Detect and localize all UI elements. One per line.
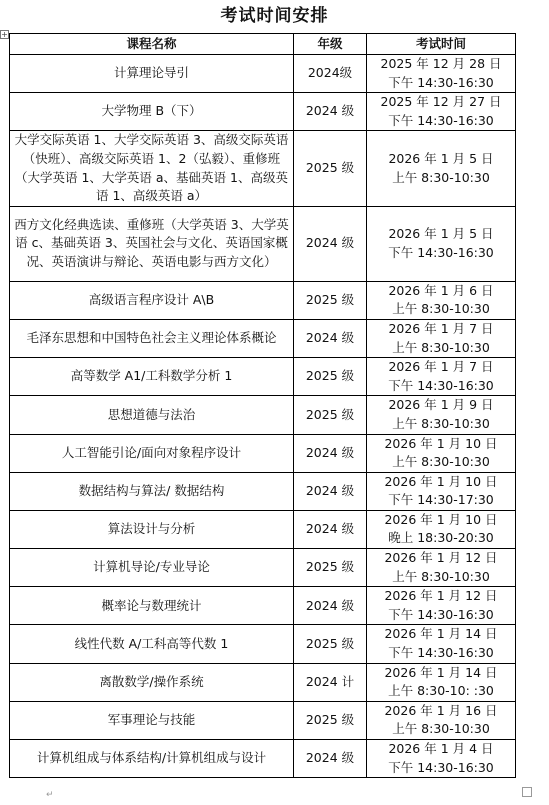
exam-time-cell — [367, 740, 516, 778]
grade-cell: 2025 级 — [294, 281, 367, 319]
exam-session: 下午 14:30-17:30 — [388, 492, 494, 508]
table-row — [10, 740, 516, 778]
grade-cell: 2024 级 — [294, 434, 367, 472]
table-row — [10, 281, 516, 319]
exam-date: 2026 年 1 月 7 日 — [388, 320, 494, 336]
grade-cell: 2025 级 — [294, 396, 367, 434]
table-row — [10, 93, 516, 131]
exam-session: 下午 14:30-16:30 — [388, 377, 494, 393]
exam-date: 2026 年 1 月 12 日 — [384, 588, 498, 604]
table-header-row — [10, 34, 516, 55]
table-row — [10, 358, 516, 396]
course-name-cell: 高级语言程序设计 A\B — [10, 281, 294, 319]
course-name-cell: 计算理论导引 — [10, 55, 294, 93]
paragraph-mark-icon: ↵ — [46, 790, 54, 800]
exam-time-cell — [367, 396, 516, 434]
table-row — [10, 625, 516, 663]
exam-session: 上午 8:30-10:30 — [392, 415, 490, 431]
course-name-cell: 线性代数 A/工科高等代数 1 — [10, 625, 294, 663]
exam-date: 2026 年 1 月 16 日 — [384, 702, 498, 718]
course-name-cell: 西方文化经典选读、重修班（大学英语 3、大学英语 c、基础英语 3、英国社会与文化、英语国家概况、英语演讲与辩论、英语电影与西方文化） — [10, 206, 294, 281]
exam-session: 晚上 18:30-20:30 — [388, 530, 494, 546]
course-name-cell: 军事理论与技能 — [10, 701, 294, 739]
exam-time-cell — [367, 206, 516, 281]
exam-session: 上午 8:30-10:30 — [392, 169, 490, 185]
exam-time-cell — [367, 510, 516, 548]
table-resize-handle-icon[interactable] — [522, 787, 532, 797]
exam-time-cell — [367, 625, 516, 663]
table-row — [10, 549, 516, 587]
table-move-handle-icon[interactable]: + — [1, 30, 8, 39]
exam-time-cell — [367, 319, 516, 357]
table-row — [10, 434, 516, 472]
exam-session: 上午 8:30-10:30 — [392, 568, 490, 584]
exam-date: 2026 年 1 月 5 日 — [388, 226, 494, 242]
exam-date: 2026 年 1 月 10 日 — [384, 511, 498, 527]
course-name-cell: 数据结构与算法/ 数据结构 — [10, 472, 294, 510]
table-row — [10, 396, 516, 434]
table-row — [10, 131, 516, 206]
exam-session: 上午 8:30-10:30 — [392, 721, 490, 737]
course-name-cell: 高等数学 A1/工科数学分析 1 — [10, 358, 294, 396]
table-row — [10, 701, 516, 739]
exam-date: 2026 年 1 月 10 日 — [384, 435, 498, 451]
table-row — [10, 472, 516, 510]
exam-date: 2026 年 1 月 7 日 — [388, 359, 494, 375]
header-exam-time: 考试时间 — [367, 34, 516, 55]
exam-time-cell — [367, 281, 516, 319]
grade-cell: 2024 级 — [294, 93, 367, 131]
grade-cell: 2024级 — [294, 55, 367, 93]
grade-cell: 2024 级 — [294, 587, 367, 625]
exam-date: 2025 年 12 月 28 日 — [380, 56, 502, 71]
exam-date: 2025 年 12 月 27 日 — [380, 94, 502, 110]
header-grade: 年级 — [294, 34, 367, 55]
table-row — [10, 206, 516, 281]
course-name-cell: 概率论与数理统计 — [10, 587, 294, 625]
exam-time-cell — [367, 55, 516, 93]
exam-time-cell — [367, 131, 516, 206]
exam-time-cell — [367, 93, 516, 131]
exam-date: 2026 年 1 月 9 日 — [388, 397, 494, 413]
exam-session: 上午 8:30-10:30 — [392, 301, 490, 317]
table-row — [10, 55, 516, 93]
exam-date: 2026 年 1 月 14 日 — [384, 664, 498, 680]
table-row — [10, 663, 516, 701]
table-row — [10, 510, 516, 548]
exam-session: 上午 8:30-10:30 — [392, 339, 490, 355]
course-name-cell: 离散数学/操作系统 — [10, 663, 294, 701]
grade-cell: 2024 级 — [294, 206, 367, 281]
exam-date: 2026 年 1 月 6 日 — [388, 282, 494, 298]
course-name-cell: 毛泽东思想和中国特色社会主义理论体系概论 — [10, 319, 294, 357]
exam-session: 下午 14:30-16:30 — [388, 112, 494, 128]
table-row — [10, 319, 516, 357]
course-name-cell: 大学交际英语 1、大学交际英语 3、高级交际英语（快班）、高级交际英语 1、2（弘毅）、重修班（大学英语 1、大学英语 a、基础英语 1、高级英语 1、高级英语 a） — [10, 131, 294, 206]
course-name-cell: 思想道德与法治 — [10, 396, 294, 434]
exam-session: 下午 14:30-16:30 — [388, 244, 494, 260]
exam-date: 2026 年 1 月 12 日 — [384, 550, 498, 566]
grade-cell: 2025 级 — [294, 131, 367, 206]
grade-cell: 2025 级 — [294, 358, 367, 396]
exam-schedule-table — [9, 33, 516, 778]
exam-date: 2026 年 1 月 14 日 — [384, 626, 498, 642]
course-name-cell: 大学物理 B（下） — [10, 93, 294, 131]
document-title: 考试时间安排 — [220, 6, 329, 26]
grade-cell: 2025 级 — [294, 701, 367, 739]
grade-cell: 2025 级 — [294, 625, 367, 663]
exam-session: 下午 14:30-16:30 — [388, 759, 494, 775]
exam-session: 上午 8:30-10:30 — [392, 454, 490, 470]
exam-time-cell — [367, 701, 516, 739]
exam-schedule-body — [10, 34, 516, 778]
exam-time-cell — [367, 587, 516, 625]
header-course-name: 课程名称 — [10, 34, 294, 55]
table-row — [10, 587, 516, 625]
course-name-cell: 计算机导论/专业导论 — [10, 549, 294, 587]
exam-time-cell — [367, 358, 516, 396]
grade-cell: 2025 级 — [294, 549, 367, 587]
grade-cell: 2024 级 — [294, 472, 367, 510]
exam-session: 下午 14:30-16:30 — [388, 645, 494, 661]
grade-cell: 2024 计 — [294, 663, 367, 701]
exam-session: 上午 8:30-10: :30 — [388, 683, 494, 699]
exam-time-cell — [367, 472, 516, 510]
grade-cell: 2024 级 — [294, 510, 367, 548]
exam-date: 2026 年 1 月 4 日 — [388, 741, 494, 756]
exam-date: 2026 年 1 月 10 日 — [384, 473, 498, 489]
grade-cell: 2024 级 — [294, 740, 367, 778]
course-name-cell: 计算机组成与体系结构/计算机组成与设计 — [10, 740, 294, 778]
exam-time-cell — [367, 434, 516, 472]
course-name-cell: 人工智能引论/面向对象程序设计 — [10, 434, 294, 472]
exam-time-cell — [367, 663, 516, 701]
grade-cell: 2024 级 — [294, 319, 367, 357]
exam-session: 下午 14:30-16:30 — [388, 74, 494, 90]
course-name-cell: 算法设计与分析 — [10, 510, 294, 548]
exam-time-cell — [367, 549, 516, 587]
exam-date: 2026 年 1 月 5 日 — [388, 150, 494, 166]
exam-session: 下午 14:30-16:30 — [388, 606, 494, 622]
